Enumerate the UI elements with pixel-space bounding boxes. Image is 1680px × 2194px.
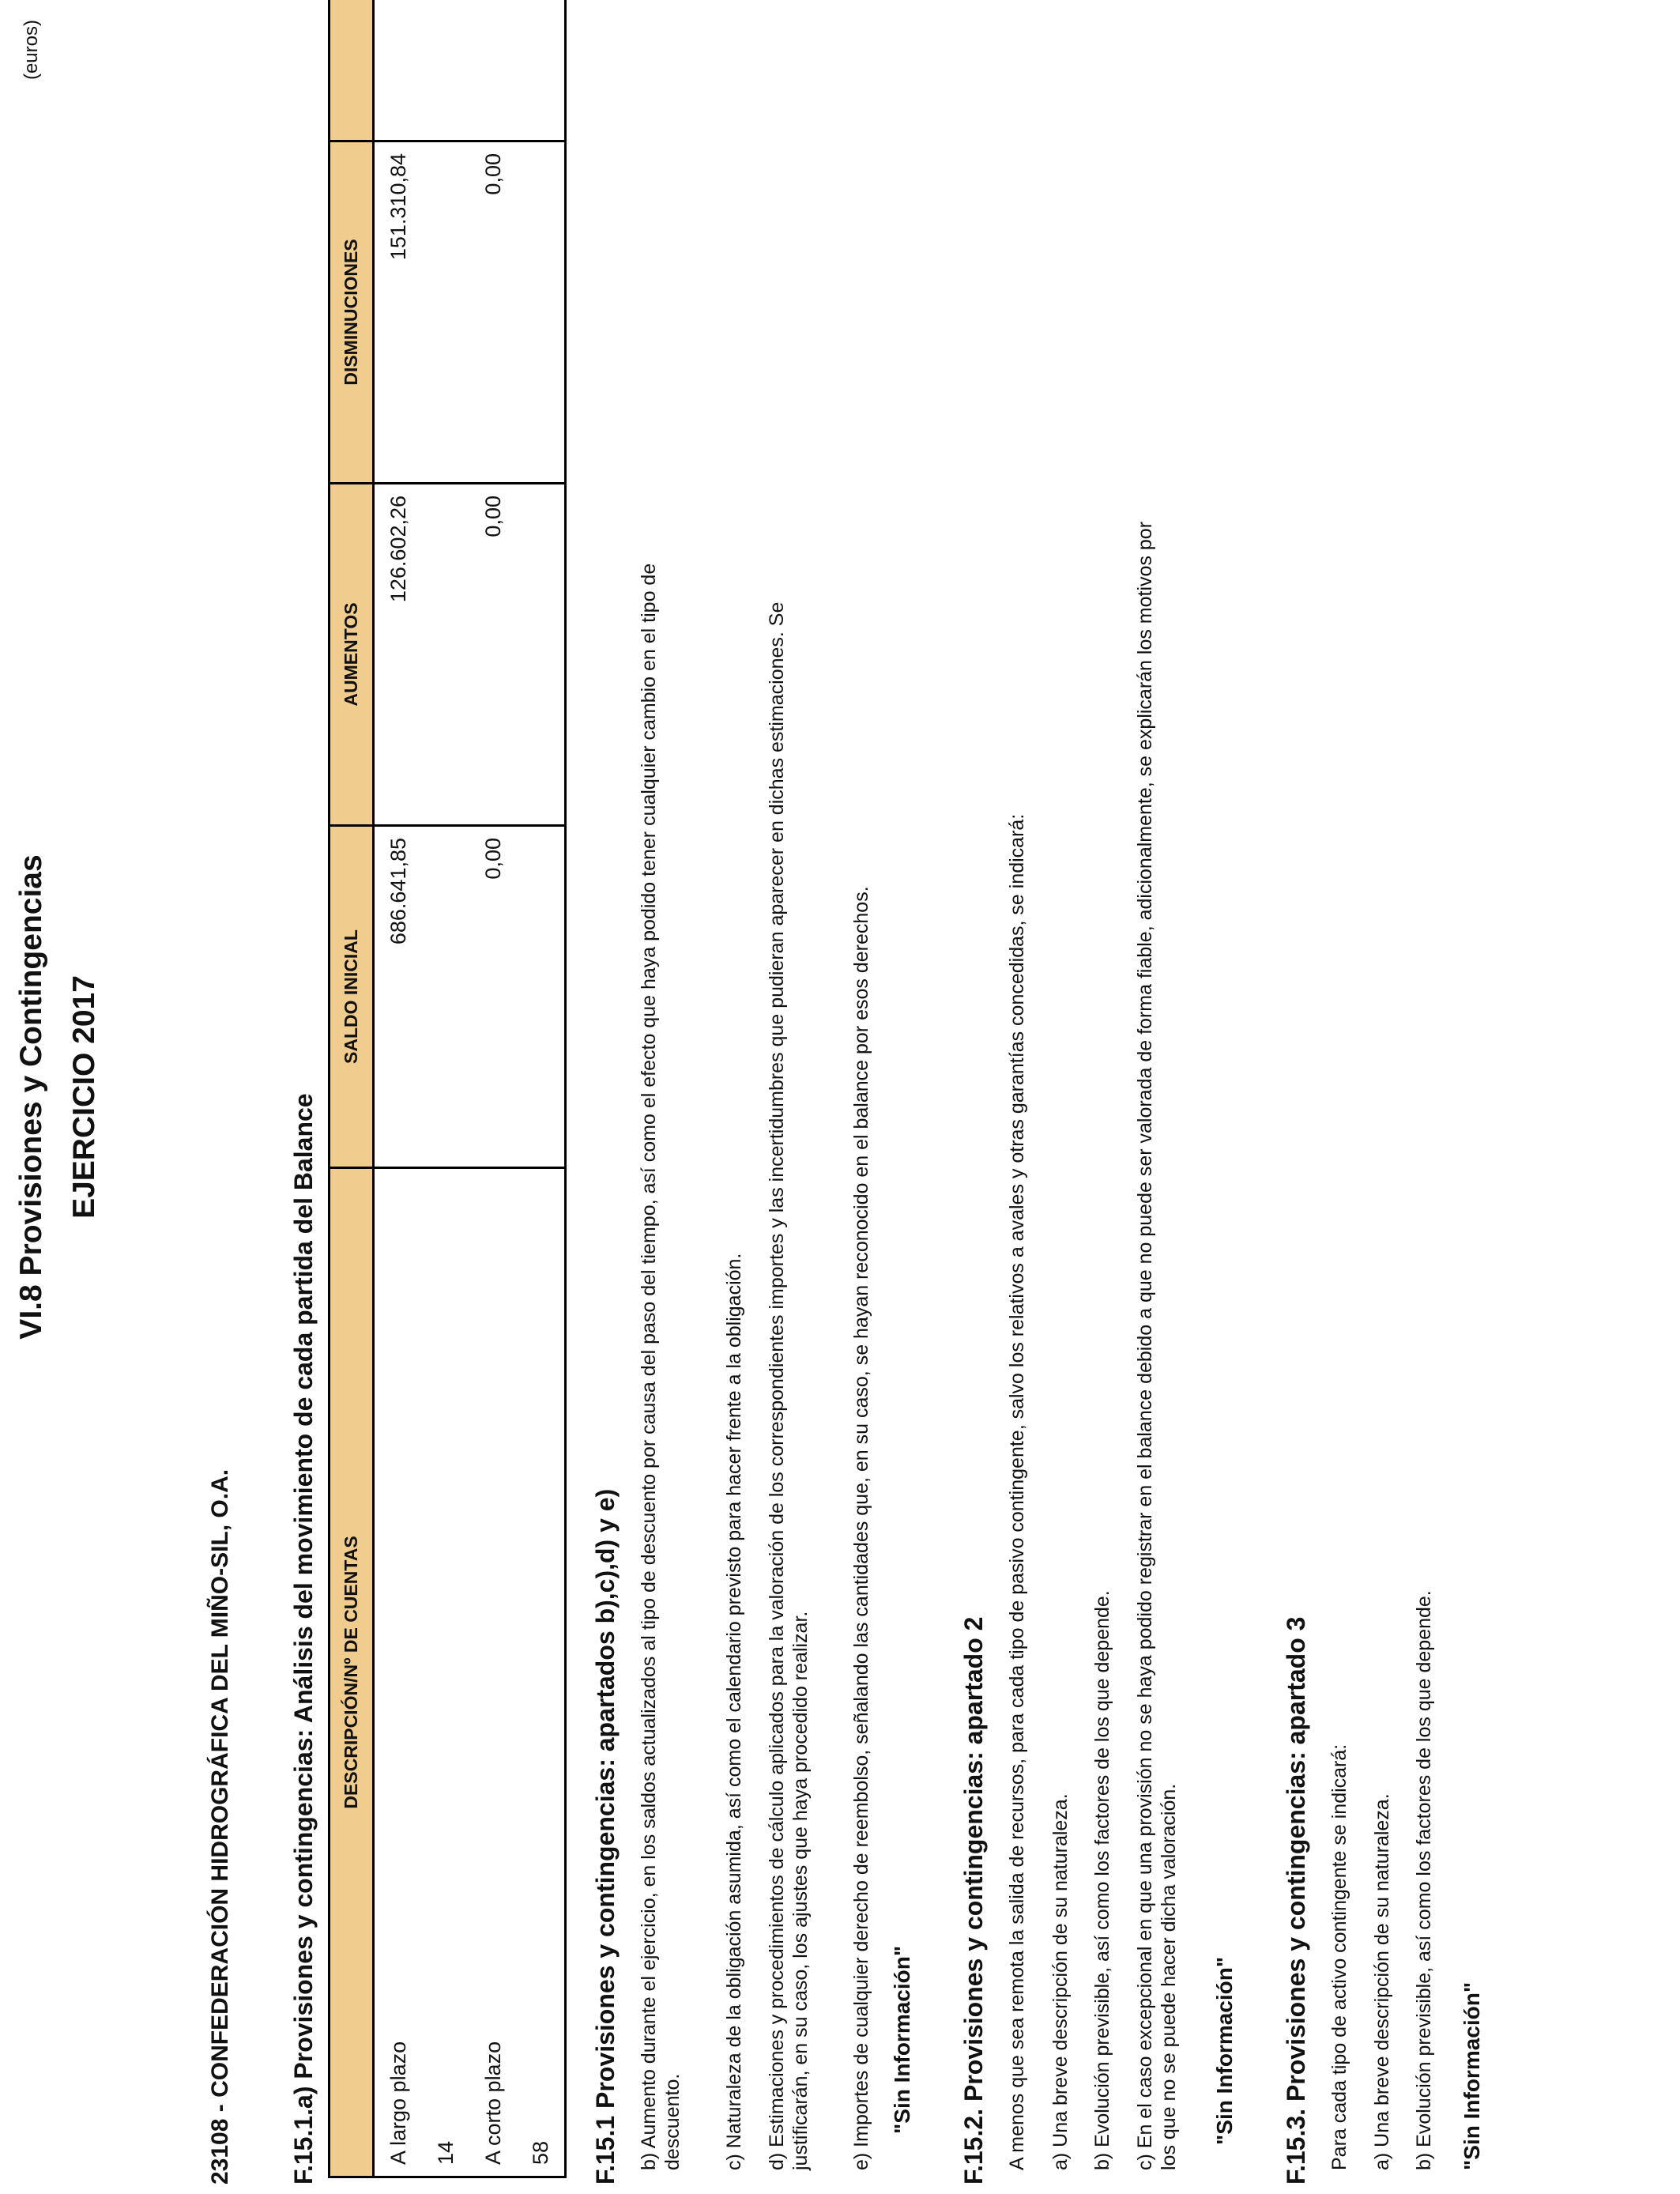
section-1-title: F.15.1 Provisiones y contingencias: apartados b),c),d) y e) xyxy=(591,1488,620,2185)
cell-value: 0,00 xyxy=(469,141,517,484)
cell-value xyxy=(422,141,469,484)
page-subtitle: EJERCICIO 2017 xyxy=(67,975,101,1219)
cell-value: 0,00 xyxy=(469,826,517,1168)
section-1-item-c: c) Naturaleza de la obligación asumida, así como el calendario previsto para hacer frente a la obligación. xyxy=(723,1253,745,2170)
cell-value xyxy=(374,0,423,141)
col-header-disminuciones: DISMINUCIONES xyxy=(330,141,374,484)
section-3-no-info: "Sin Información" xyxy=(1460,1981,1484,2170)
section-2-item-b: b) Evolución previsible, así como los factores de los que depende. xyxy=(1091,1590,1113,2170)
currency-unit: (euros) xyxy=(21,20,42,81)
col-header-saldo-inicial: SALDO INICIAL xyxy=(330,826,374,1168)
section-1-no-info: "Sin Información" xyxy=(890,1945,914,2134)
table-row xyxy=(422,0,469,2177)
section-3-item-b: b) Evolución previsible, así como los factores de los que depende. xyxy=(1413,1590,1435,2170)
cell-value xyxy=(517,141,566,484)
cell-value: 0,00 xyxy=(469,484,517,826)
section-2-item-a: a) Una breve descripción de su naturaleza. xyxy=(1049,1793,1072,2170)
cell-value xyxy=(422,484,469,826)
cell-value xyxy=(517,826,566,1168)
cell-value xyxy=(422,826,469,1168)
section-1-item-d: d) Estimaciones y procedimientos de cálculo aplicados para la valoración de los correspondientes importes y las incertidumbres que pudieran aparecer en dichas estimaciones. Se xyxy=(766,601,788,2170)
section-3-intro: Para cada tipo de activo contingente se indicará: xyxy=(1328,1744,1350,2170)
cell-value xyxy=(469,0,517,141)
section-3-item-a: a) Una breve descripción de su naturaleza. xyxy=(1371,1793,1393,2170)
page-title: VI.8 Provisiones y Contingencias xyxy=(14,854,48,1340)
section-1-item-b: b) Aumento durante el ejercicio, en los saldos actualizados al tipo de descuento por causa del paso del tiempo, así como el efecto que haya podido tener cualquier cambio en el tipo de xyxy=(638,563,660,2170)
section-1-item-d-cont: justificarán, en su caso, los ajustes que haya procedido realizar. xyxy=(789,1611,812,2170)
section-2-item-c: c) En el caso excepcional en que una provisión no se haya podido registrar en el balance debido a que no puede ser valorada de forma fiable, adicionalmente, se explicarán los motivos por xyxy=(1134,521,1156,2170)
cell-value xyxy=(517,484,566,826)
section-a-title: F.15.1.a) Provisiones y contingencias: Análisis del movimiento de cada partida del Balance xyxy=(289,1093,318,2185)
section-3-title: F.15.3. Provisiones y contingencias: apartado 3 xyxy=(1282,1616,1310,2185)
table-row xyxy=(517,0,566,2177)
col-header-description: DESCRIPCIÓN/Nº DE CUENTAS xyxy=(330,1168,374,2177)
col-header-aumentos: AUMENTOS xyxy=(330,484,374,826)
section-2-item-c-cont: los que no se puede hacer dicha valoración. xyxy=(1158,1783,1180,2170)
table-row xyxy=(469,0,517,2177)
cell-value: 126.602,26 xyxy=(374,484,423,826)
organization-name: 23108 - CONFEDERACIÓN HIDROGRÁFICA DEL MIÑO-SIL, O.A. xyxy=(207,1468,233,2185)
table-header-row xyxy=(330,0,374,2177)
row-label: A largo plazo xyxy=(374,1168,423,2177)
cell-value xyxy=(517,0,566,141)
col-header-saldo-final xyxy=(330,0,374,141)
row-label: A corto plazo xyxy=(469,1168,517,2177)
row-label: 14 xyxy=(422,1168,469,2177)
section-2-intro: A menos que sea remota la salida de recursos, para cada tipo de pasivo contingente, salvo los relativos a avales y otras garantías concedidas, se indicará: xyxy=(1006,813,1028,2170)
provisions-table xyxy=(328,0,567,2178)
table-row xyxy=(374,0,423,2177)
cell-value xyxy=(422,0,469,141)
row-label: 58 xyxy=(517,1168,566,2177)
cell-value: 686.641,85 xyxy=(374,826,423,1168)
section-1-item-e: e) Importes de cualquier derecho de reembolso, señalando las cantidades que, en su caso, se hayan reconocido en el balance por esos derechos. xyxy=(850,886,872,2170)
section-2-no-info: "Sin Información" xyxy=(1212,1956,1237,2145)
section-1-item-b-cont: descuento. xyxy=(661,2073,684,2170)
section-2-title: F.15.2. Provisiones y contingencias: apartado 2 xyxy=(959,1616,988,2185)
cell-value: 151.310,84 xyxy=(374,141,423,484)
